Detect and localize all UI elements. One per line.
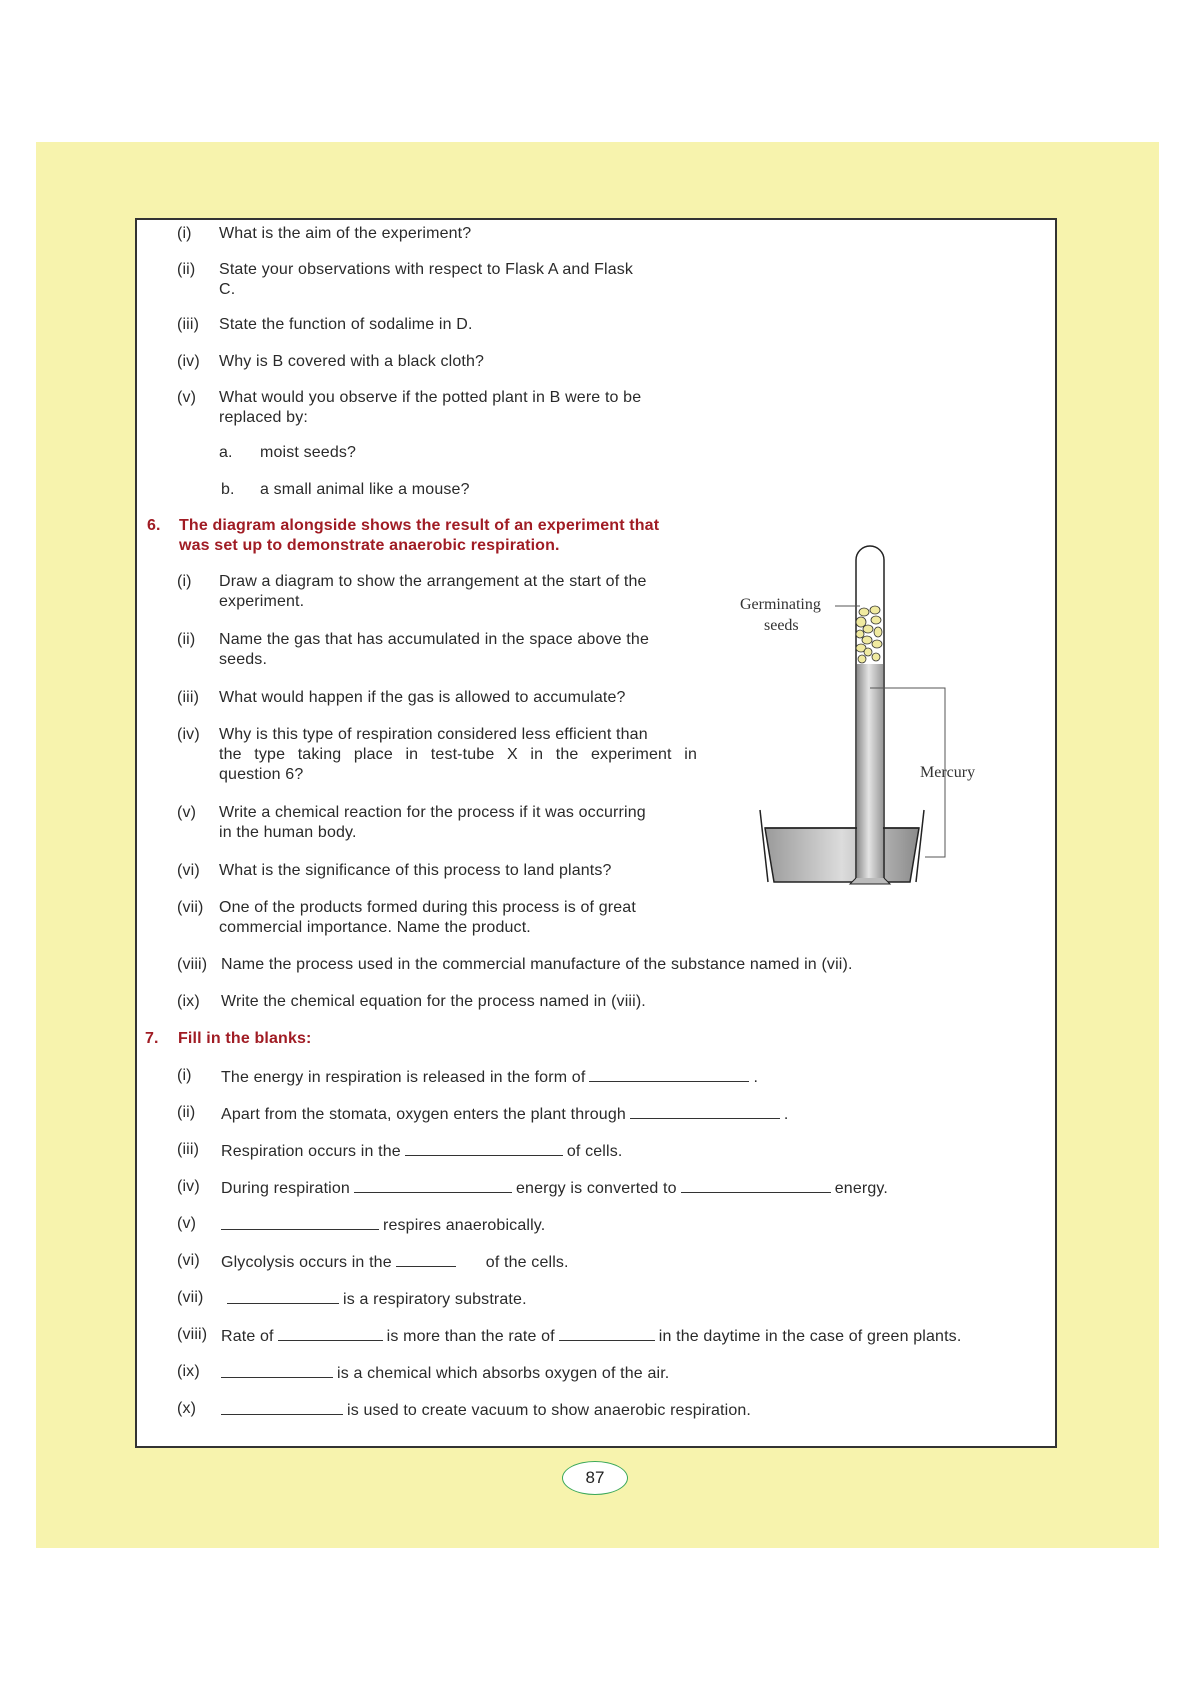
item-text: Respiration occurs in the bbox=[221, 1143, 401, 1160]
item-text: Apart from the stomata, oxygen enters the plant through bbox=[221, 1106, 626, 1123]
mercury-trough bbox=[760, 810, 924, 882]
item-text: . bbox=[753, 1069, 759, 1086]
option-label: b. bbox=[221, 481, 235, 498]
item-number: (vi) bbox=[177, 862, 200, 879]
item-number: (viii) bbox=[177, 956, 208, 973]
item-text: State the function of sodalime in D. bbox=[219, 316, 473, 333]
item-text: Name the gas that has accumulated in the space above the bbox=[219, 631, 650, 648]
blank-field[interactable] bbox=[221, 1213, 379, 1230]
item-text: of the cells. bbox=[485, 1254, 569, 1271]
blank-field[interactable] bbox=[227, 1287, 339, 1304]
item-number: (vii) bbox=[177, 1289, 204, 1306]
item-text: State your observations with respect to Flask A and Flask bbox=[219, 261, 634, 278]
item-text: What would happen if the gas is allowed to accumulate? bbox=[219, 689, 626, 706]
germinating-seeds-label: Germinating bbox=[740, 596, 821, 613]
item-text: Why is B covered with a black cloth? bbox=[219, 353, 485, 370]
item-number: (v) bbox=[177, 1215, 197, 1232]
item-number: (iv) bbox=[177, 353, 200, 370]
option-text: moist seeds? bbox=[260, 444, 357, 461]
question-text: The diagram alongside shows the result of an experiment that bbox=[179, 517, 660, 534]
item-number: (v) bbox=[177, 389, 197, 406]
item-number: (iii) bbox=[177, 689, 200, 706]
blank-field[interactable] bbox=[354, 1176, 512, 1193]
item-text: Rate of bbox=[221, 1328, 274, 1345]
item-text: is a respiratory substrate. bbox=[343, 1291, 527, 1308]
blank-field[interactable] bbox=[278, 1324, 383, 1341]
item-text-cont: experiment. bbox=[219, 593, 305, 610]
item-text: Write the chemical equation for the process named in (viii). bbox=[221, 993, 646, 1010]
item-text: Write a chemical reaction for the process if it was occurring bbox=[219, 804, 646, 821]
item-text-cont: commercial importance. Name the product. bbox=[219, 919, 531, 936]
item-number: (vi) bbox=[177, 1252, 200, 1269]
anaerobic-respiration-diagram bbox=[740, 540, 1000, 900]
option-text: a small animal like a mouse? bbox=[260, 481, 470, 498]
item-text-cont: replaced by: bbox=[219, 409, 308, 426]
mercury-column bbox=[857, 664, 883, 883]
item-number: (i) bbox=[177, 225, 192, 242]
item-number: (ix) bbox=[177, 993, 200, 1010]
test-tube-apparatus-figure bbox=[740, 540, 1000, 900]
question-number: 6. bbox=[147, 517, 161, 534]
blank-field[interactable] bbox=[405, 1139, 563, 1156]
item-number: (ix) bbox=[177, 1363, 200, 1380]
test-tube bbox=[850, 546, 890, 884]
germinating-seeds bbox=[856, 606, 882, 663]
item-text: Why is this type of respiration considered less efficient than bbox=[219, 726, 648, 743]
item-number: (iii) bbox=[177, 1141, 200, 1158]
page-number: 87 bbox=[562, 1461, 628, 1495]
blank-field[interactable] bbox=[221, 1398, 343, 1415]
item-text: . bbox=[783, 1106, 789, 1123]
item-number: (vii) bbox=[177, 899, 204, 916]
item-text: What is the aim of the experiment? bbox=[219, 225, 472, 242]
item-text: energy is converted to bbox=[515, 1180, 677, 1197]
item-text-cont: the type taking place in test-tube X in the experiment in bbox=[219, 746, 697, 763]
question-text: Fill in the blanks: bbox=[178, 1030, 312, 1047]
item-number: (viii) bbox=[177, 1326, 208, 1343]
item-text: energy. bbox=[834, 1180, 888, 1197]
item-number: (iv) bbox=[177, 1178, 200, 1195]
mercury-label: Mercury bbox=[920, 764, 976, 781]
item-number: (x) bbox=[177, 1400, 197, 1417]
item-text: Glycolysis occurs in the bbox=[221, 1254, 392, 1271]
item-text: is more than the rate of bbox=[386, 1328, 555, 1345]
blank-field[interactable] bbox=[396, 1250, 456, 1267]
blank-field[interactable] bbox=[559, 1324, 655, 1341]
blank-field[interactable] bbox=[589, 1065, 749, 1082]
item-text: One of the products formed during this process is of great bbox=[219, 899, 636, 916]
item-text: is used to create vacuum to show anaerobic respiration. bbox=[347, 1402, 752, 1419]
germinating-seeds-label-cont: seeds bbox=[764, 617, 799, 634]
item-text-cont: in the human body. bbox=[219, 824, 357, 841]
item-text: The energy in respiration is released in the form of bbox=[221, 1069, 586, 1086]
item-text: respires anaerobically. bbox=[383, 1217, 546, 1234]
blank-field[interactable] bbox=[630, 1102, 780, 1119]
item-number: (ii) bbox=[177, 1104, 196, 1121]
item-number: (v) bbox=[177, 804, 197, 821]
item-number: (ii) bbox=[177, 261, 196, 278]
item-number: (i) bbox=[177, 573, 192, 590]
item-number: (iii) bbox=[177, 316, 200, 333]
item-text-cont: question 6? bbox=[219, 766, 304, 783]
item-text: Draw a diagram to show the arrangement at the start of the bbox=[219, 573, 647, 590]
blank-field[interactable] bbox=[681, 1176, 831, 1193]
item-text-cont: C. bbox=[219, 281, 236, 298]
item-text: What would you observe if the potted plant in B were to be bbox=[219, 389, 642, 406]
item-text: During respiration bbox=[221, 1180, 350, 1197]
item-number: (ii) bbox=[177, 631, 196, 648]
question-number: 7. bbox=[145, 1030, 159, 1047]
item-text: What is the significance of this process to land plants? bbox=[219, 862, 612, 879]
item-text: of cells. bbox=[566, 1143, 623, 1160]
item-number: (iv) bbox=[177, 726, 200, 743]
option-label: a. bbox=[219, 444, 233, 461]
blank-field[interactable] bbox=[221, 1361, 333, 1378]
item-text-cont: seeds. bbox=[219, 651, 268, 668]
item-text: in the daytime in the case of green plants. bbox=[658, 1328, 962, 1345]
item-number: (i) bbox=[177, 1067, 192, 1084]
question-text-cont: was set up to demonstrate anaerobic respiration. bbox=[179, 537, 560, 554]
item-text: is a chemical which absorbs oxygen of the air. bbox=[337, 1365, 670, 1382]
item-text: Name the process used in the commercial manufacture of the substance named in (vii). bbox=[221, 956, 853, 973]
